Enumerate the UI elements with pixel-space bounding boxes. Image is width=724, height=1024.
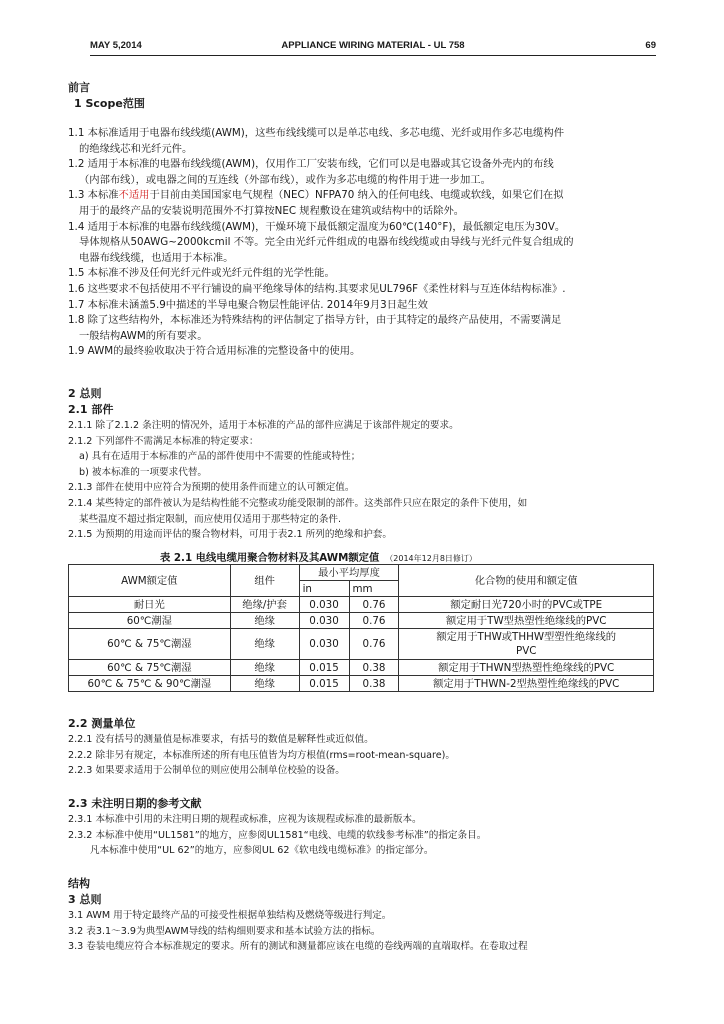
header-cell: 最小平均厚度: [299, 565, 399, 581]
header-date: MAY 5,2014: [90, 40, 142, 51]
paragraph-line: 2.1.4 某些特定的部件被认为是结构性能不完整或功能受限制的部件。这类部件只应在限定的条件下使用，如: [68, 497, 528, 509]
cell-line: PVC: [516, 645, 537, 657]
paragraph-line: 2.2.2 除非另有规定，本标准所述的所有电压值皆为均方根值(rms=root-mean-square)。: [68, 749, 455, 761]
header-cell: 化合物的使用和额定值: [399, 565, 654, 597]
preface-heading: 前言: [68, 81, 90, 94]
scope-heading: 1 Scope范围: [74, 97, 145, 110]
table-cell: 60℃ & 75℃ & 90℃潮湿: [69, 676, 231, 692]
table-row: [69, 629, 654, 660]
general-heading: 2 总则: [68, 387, 102, 400]
table-row: [69, 613, 654, 629]
table-header-row: [69, 565, 654, 581]
table-cell: 60℃ & 75℃潮湿: [69, 629, 231, 660]
paragraph-line: 2.3.2 本标准中使用“UL1581”的地方，应参阅UL1581“电线、电缆的软线参考标准”的指定条目。: [68, 829, 487, 841]
references-heading: 2.3 未注明日期的参考文献: [68, 797, 202, 810]
paragraph-line: 1.2 适用于本标准的电器布线线缆(AWM)，仅用作工厂安装布线，它们可以是电器或其它设备外壳内的布线: [68, 158, 554, 171]
header-cell: mm: [349, 581, 399, 597]
table-cell: 0.76: [349, 597, 399, 613]
components-heading: 2.1 部件: [68, 403, 114, 416]
table-row: [69, 676, 654, 692]
emphasis-text: 不适用: [118, 189, 150, 202]
paragraph-line: 1.6 这些要求不包括使用不平行铺设的扁平绝缘导体的结构.其要求见UL796F《柔性材料与互连体结构标准》.: [68, 282, 566, 295]
table-cell: 绝缘: [230, 613, 299, 629]
paragraph-line: 某些温度不超过指定限制，而应使用仅适用于那些特定的条件.: [79, 513, 342, 525]
awm-rating-table: [68, 564, 654, 692]
table-cell: 耐日光: [69, 597, 231, 613]
table-cell: 额定耐日光720小时的PVC或TPE: [399, 597, 654, 613]
table-cell: 额定用于TW型热塑性绝缘线的PVC: [399, 613, 654, 629]
table-cell: 绝缘/护套: [230, 597, 299, 613]
header-cell: 组件: [230, 565, 299, 597]
table-cell: 60℃潮湿: [69, 613, 231, 629]
table-caption-title: 表 2.1 电线电缆用聚合物材料及其AWM额定值: [160, 552, 380, 564]
paragraph-line: 2.3.1 本标准中引用的未注明日期的规程或标准，应视为该规程或标准的最新版本。: [68, 814, 422, 825]
table-cell: 0.76: [349, 613, 399, 629]
structure-general-heading: 3 总则: [68, 893, 102, 906]
paragraph-line: 2.1.1 除了2.1.2 条注明的情况外，适用于本标准的产品的部件应满足于该部件规定的要求。: [68, 420, 459, 431]
table-cell: 0.030: [299, 613, 349, 629]
table-cell: 0.030: [299, 629, 349, 660]
running-header: [90, 36, 656, 52]
paragraph-line: 1.7 本标准未涵盖5.9中描述的半导电聚合物层性能评估. 2014年9月3日起生效: [68, 298, 428, 311]
table-cell: 绝缘: [230, 660, 299, 676]
structure-heading: 结构: [68, 877, 90, 890]
paragraph-line: （内部布线），或电器之间的互连线（外部布线），或作为多芯电缆的构件用于进一步加工。: [79, 173, 491, 186]
measurement-heading: 2.2 测量单位: [68, 717, 136, 730]
paragraph-text: 1.3 本标准: [68, 189, 119, 202]
header-rule: [90, 55, 656, 56]
table-cell: 0.38: [349, 660, 399, 676]
paragraph-line: 1.9 AWM的最终验收取决于符合适用标准的完整设备中的使用。: [68, 345, 361, 358]
table-cell: 0.015: [299, 676, 349, 692]
paragraph-line: 1.1 本标准适用于电器布线线缆(AWM)，这些布线线缆可以是单芯电线、多芯电缆、光纤或用作多芯电缆构件: [68, 127, 564, 139]
paragraph-line: 2.1.2 下列部件不需满足本标准的特定要求：: [68, 435, 259, 447]
table-row: [69, 597, 654, 613]
paragraph-line: 2.2.1 没有括号的测量值是标准要求，有括号的数值是解释性或近似值。: [68, 734, 374, 745]
paragraph-line: 2.1.5 为预期的用途而评估的聚合物材料，可用于表2.1 所列的绝缘和护套。: [68, 529, 392, 541]
paragraph-line: 电器布线线缆，也适用于本标准。: [79, 251, 234, 264]
references-section: [68, 796, 662, 859]
cell-line: 额定用于THW或THHW型塑性绝缘线的: [436, 631, 617, 643]
table-cell: 60℃ & 75℃潮湿: [69, 660, 231, 676]
header-cell: AWM额定值: [69, 565, 231, 597]
paragraph-line: 导体规格从50AWG~2000kcmil 不等。完全由光纤元件组成的电器布线线缆或由导线与光纤元件复合组成的: [79, 236, 574, 249]
table-cell: 绝缘: [230, 676, 299, 692]
table-cell: [399, 629, 654, 660]
scope-paragraphs: [68, 126, 662, 360]
paragraph-line: 1.5 本标准不涉及任何光纤元件或光纤元件组的光学性能。: [68, 267, 335, 280]
list-item: b) 被本标准的一项要求代替。: [79, 466, 208, 478]
header-cell: in: [299, 581, 349, 597]
general-section: [68, 386, 662, 543]
preface-section: [68, 80, 662, 112]
paragraph-line: 3.2 表3.1～3.9为典型AWM导线的结构细则要求和基本试验方法的指标。: [68, 925, 381, 937]
table-cell: 额定用于THWN-2型热塑性绝缘线的PVC: [399, 676, 654, 692]
structure-section: [68, 876, 662, 955]
paragraph-line: [68, 188, 662, 204]
table-cell: 0.76: [349, 629, 399, 660]
table-caption: [160, 549, 477, 564]
paragraph-line: 凡本标准中使用“UL 62”的地方，应参阅UL 62《软电线电缆标准》的指定部分。: [90, 845, 434, 857]
table-cell: 0.38: [349, 676, 399, 692]
table-cell: 绝缘: [230, 629, 299, 660]
table-cell: 额定用于THWN型热塑性绝缘线的PVC: [399, 660, 654, 676]
paragraph-line: 2.1.3 部件在使用中应符合为预期的使用条件而建立的认可额定值。: [68, 482, 355, 494]
table-cell: 0.015: [299, 660, 349, 676]
paragraph-line: 的绝缘线芯和光纤元件。: [79, 142, 193, 155]
paragraph-line: 用于的最终产品的安装说明范围外不打算按NEC 规程敷设在建筑或结构中的话除外。: [79, 204, 465, 217]
paragraph-line: 3.1 AWM 用于特定最终产品的可接受性根据单独结构及燃烧等级进行判定。: [68, 910, 392, 921]
table-caption-note: （2014年12月8日修订）: [385, 554, 477, 563]
paragraph-line: 1.8 除了这些结构外，本标准还为特殊结构的评估制定了指导方针，由于其特定的最终产品使用，不需要满足: [68, 314, 562, 327]
paragraph-line: 3.3 卷装电缆应符合本标准规定的要求。所有的测试和测量都应该在电缆的卷线两端的直端取样。在卷取过程: [68, 941, 528, 953]
table-cell: 0.030: [299, 597, 349, 613]
measurement-section: [68, 716, 662, 779]
table-row: [69, 660, 654, 676]
header-title: APPLIANCE WIRING MATERIAL - UL 758: [281, 40, 465, 51]
paragraph-line: 一般结构AWM的所有要求。: [79, 329, 208, 342]
paragraph-line: 1.4 适用于本标准的电器布线线缆(AWM)，干燥环境下最低额定温度为60℃(140°F)，最低额定电压为30V。: [68, 220, 566, 233]
paragraph-text: 于目前由美国国家电气规程（NEC）NFPA70 纳入的任何电线、电缆或软线，如果它们在拟: [149, 189, 564, 202]
header-page-number: 69: [645, 40, 656, 51]
list-item: a) 具有在适用于本标准的产品的部件使用中不需要的性能或特性；: [79, 451, 361, 463]
paragraph-line: 2.2.3 如果要求适用于公制单位的则应使用公制单位校验的设备。: [68, 765, 345, 777]
